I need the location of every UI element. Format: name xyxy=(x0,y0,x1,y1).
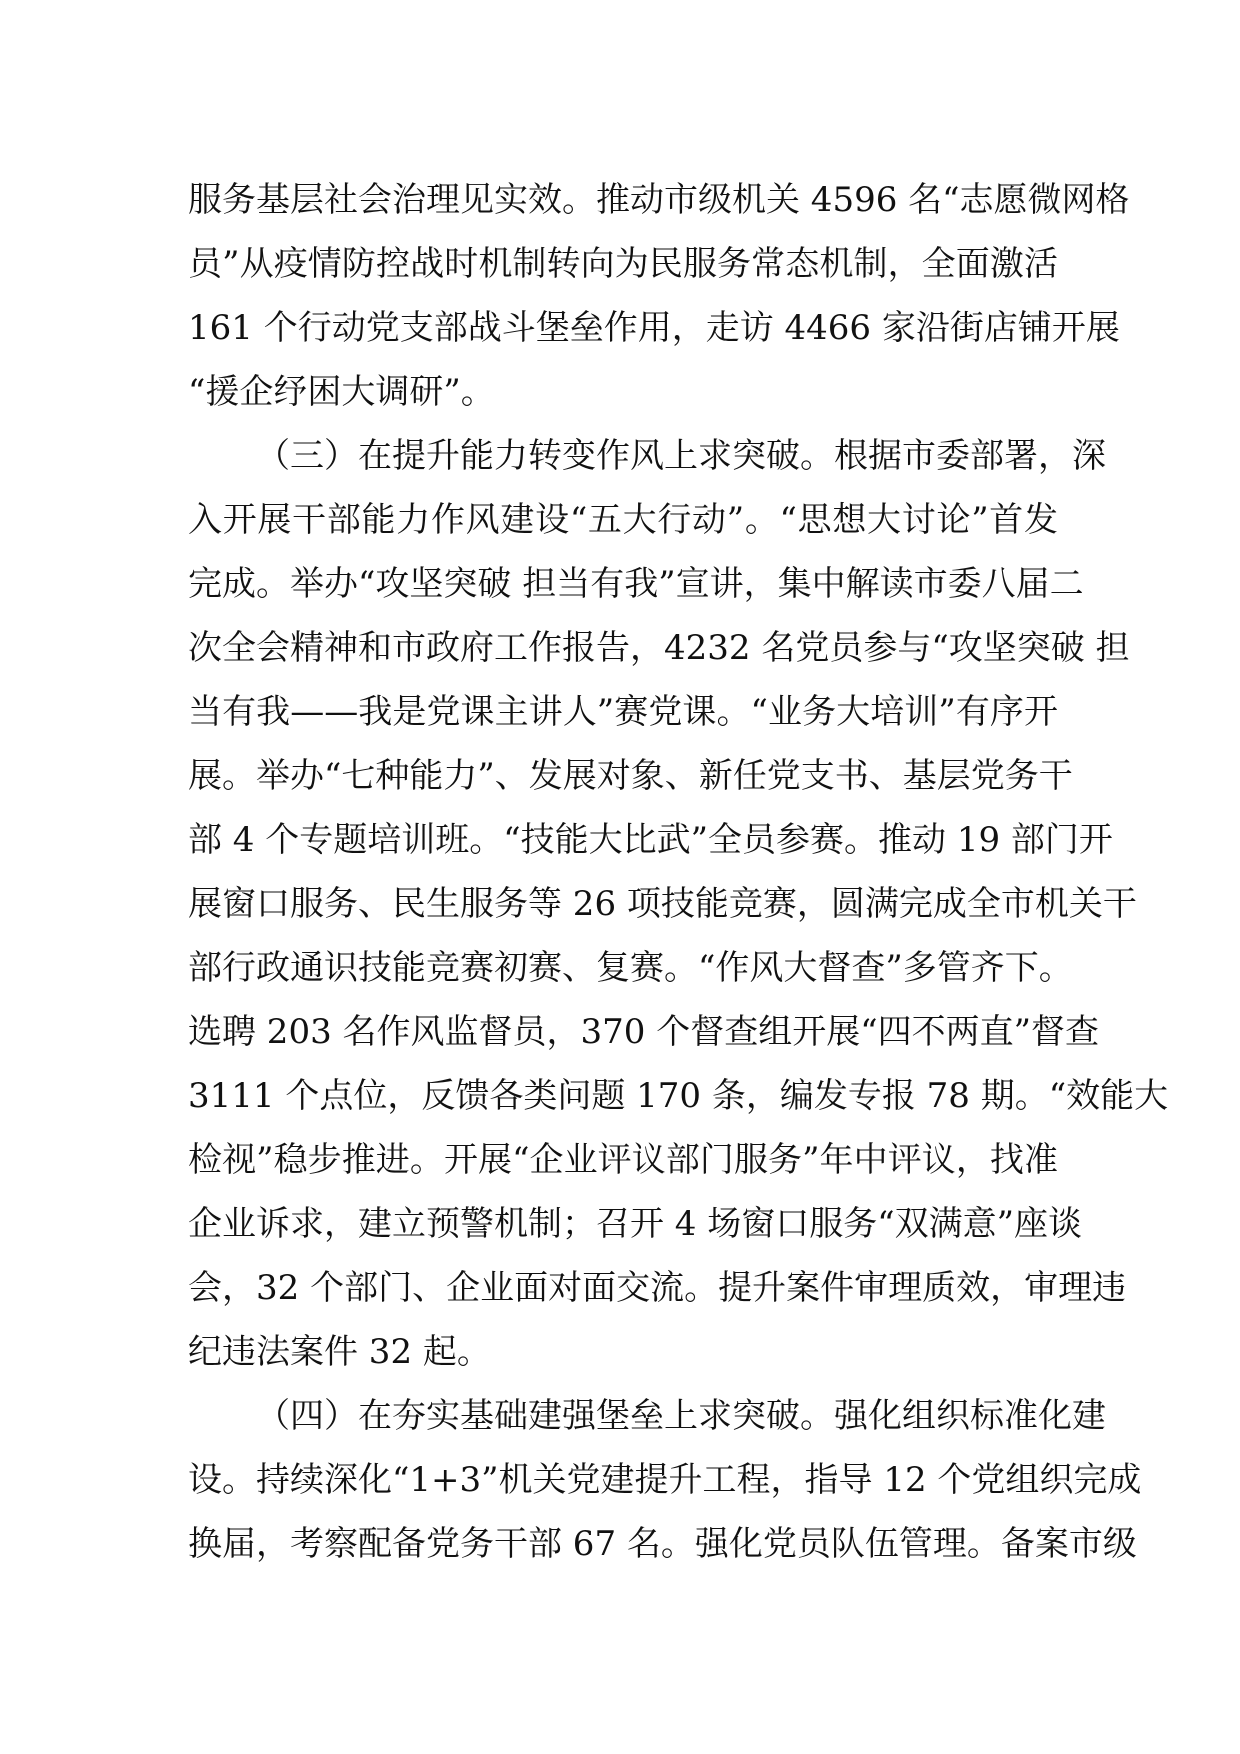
text-line: 会，32 个部门、企业面对面交流。提升案件审理质效，审理违 xyxy=(188,1268,1127,1308)
body-text xyxy=(188,168,1169,1576)
text-line: 选聘 203 名作风监督员，370 个督查组开展“四不两直”督查 xyxy=(188,1012,1099,1052)
text-line: 部行政通识技能竞赛初赛、复赛。“作风大督查”多管齐下。 xyxy=(188,948,1073,988)
text-line: 企业诉求，建立预警机制；召开 4 场窗口服务“双满意”座谈 xyxy=(188,1204,1083,1244)
text-line: 检视”稳步推进。开展“企业评议部门服务”年中评议，找准 xyxy=(188,1140,1058,1180)
text-line: 161 个行动党支部战斗堡垒作用，走访 4466 家沿街店铺开展 xyxy=(188,308,1120,348)
text-line: 当有我——我是党课主讲人”赛党课。“业务大培训”有序开 xyxy=(188,692,1058,732)
text-line: 换届，考察配备党务干部 67 名。强化党员队伍管理。备案市级 xyxy=(188,1524,1137,1564)
text-line: 入开展干部能力作风建设“五大行动”。“思想大讨论”首发 xyxy=(188,500,1058,540)
text-line: 展。举办“七种能力”、发展对象、新任党支书、基层党务干 xyxy=(188,756,1073,796)
text-line: 展窗口服务、民生服务等 26 项技能竞赛，圆满完成全市机关干 xyxy=(188,884,1137,924)
text-line: 部 4 个专题培训班。“技能大比武”全员参赛。推动 19 部门开 xyxy=(188,820,1113,860)
section-heading-line: （三）在提升能力转变作风上求突破。根据市委部署，深 xyxy=(256,436,1106,476)
text-line: 次全会精神和市政府工作报告，4232 名党员参与“攻坚突破 担 xyxy=(188,628,1130,668)
text-line: 纪违法案件 32 起。 xyxy=(188,1332,491,1372)
text-line: 员”从疫情防控战时机制转向为民服务常态机制，全面激活 xyxy=(188,244,1058,284)
text-line: 完成。举办“攻坚突破 担当有我”宣讲，集中解读市委八届二 xyxy=(188,564,1084,604)
text-line: “援企纾困大调研”。 xyxy=(188,372,495,412)
section-heading-line: （四）在夯实基础建强堡垒上求突破。强化组织标准化建 xyxy=(256,1396,1106,1436)
text-line: 服务基层社会治理见实效。推动市级机关 4596 名“志愿微网格 xyxy=(188,180,1130,220)
text-line: 3111 个点位，反馈各类问题 170 条，编发专报 78 期。“效能大 xyxy=(188,1076,1169,1116)
text-line: 设。持续深化“1+3”机关党建提升工程，指导 12 个党组织完成 xyxy=(188,1460,1142,1500)
